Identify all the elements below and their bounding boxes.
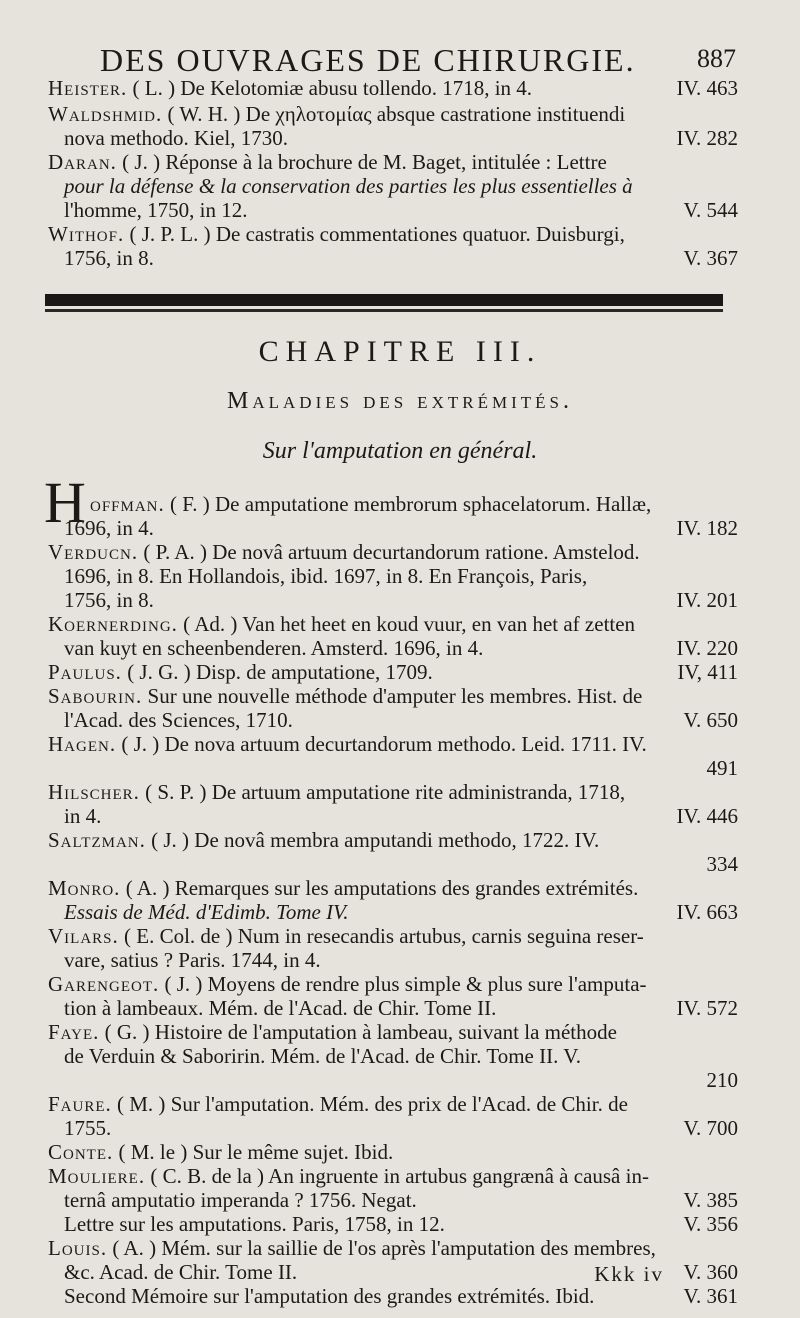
entry-volume: IV. 463 (676, 76, 738, 100)
entry-initials: ( P. A. ) (143, 540, 207, 564)
entry-title: Mém. sur la saillie de l'os après l'amputation des membres, (161, 1236, 656, 1260)
entry-volume: 334 (706, 852, 738, 876)
entry-volume: V. 361 (683, 1284, 738, 1308)
entry-initials: ( A. ) (112, 1236, 157, 1260)
signature-mark: Kkk iv (594, 1262, 664, 1286)
entry-title: Histoire de l'amputation à lambeau, suivant la méthode (154, 1020, 617, 1044)
entry-volume: IV. 220 (676, 636, 738, 660)
entry-continuation: pour la défense & la conservation des parties les plus essentielles à (64, 174, 633, 198)
entry-initials: ( A. ) (125, 876, 170, 900)
section-divider (45, 294, 723, 306)
entry-continuation: tion à lambeaux. Mém. de l'Acad. de Chir. Tome II. (64, 996, 497, 1020)
entry-initials: ( F. ) (170, 492, 210, 516)
entry-volume: V. 356 (683, 1212, 738, 1236)
subsection-heading: Sur l'amputation en général. (262, 438, 538, 464)
entry-initials: ( J. ) (122, 150, 161, 174)
entry-author: Withof. (48, 222, 125, 246)
entry-continuation: 1696, in 4. (64, 516, 154, 540)
entry-initials: ( E. Col. de ) (124, 924, 233, 948)
entry-initials: ( L. ) (132, 76, 176, 100)
entry-initials: ( J. ) (164, 972, 203, 996)
entry-continuation: l'Acad. des Sciences, 1710. (64, 708, 293, 732)
entry-continuation: 1755. (64, 1116, 112, 1140)
entry-continuation: vare, satius ? Paris. 1744, in 4. (64, 948, 321, 972)
entry-title: Sur une nouvelle méthode d'amputer les membres. Hist. de (147, 684, 643, 708)
entry-initials: ( J. P. L. ) (129, 222, 211, 246)
entry-volume: V. 360 (683, 1260, 738, 1284)
entry-title: Sur l'amputation. Mém. des prix de l'Acad. de Chir. de (170, 1092, 628, 1116)
entry-volume: IV, 411 (677, 660, 738, 684)
entry-volume: V. 544 (683, 198, 738, 222)
entry-volume: 210 (706, 1068, 738, 1092)
entry-author: Faye. (48, 1020, 100, 1044)
entry-title: De novâ artuum decurtandorum ratione. Amstelod. (212, 540, 640, 564)
entry-initials: ( J. ) (151, 828, 190, 852)
entry-continuation: &c. Acad. de Chir. Tome II. (64, 1260, 298, 1284)
entry-title: De Kelotomiæ abusu tollendo. 1718, in 4. (180, 76, 533, 100)
entry-author: Monro. (48, 876, 121, 900)
entry-title: De amputatione membrorum sphacelatorum. Hallæ, (215, 492, 652, 516)
section-heading: Maladies des extrémités. (227, 388, 573, 414)
entry-volume: V. 700 (683, 1116, 738, 1140)
entry-continuation: 1756, in 8. (64, 246, 154, 270)
entry-continuation: van kuyt en scheenbenderen. Amsterd. 1696, in 4. (64, 636, 484, 660)
entry-title: Num in resecandis artubus, carnis seguina reser- (237, 924, 644, 948)
entry-initials: ( J. G. ) (127, 660, 191, 684)
page-header (70, 40, 740, 80)
entry-volume: IV. 446 (676, 804, 738, 828)
entry-initials: ( M. ) (117, 1092, 166, 1116)
entry-initials: ( W. H. ) (167, 102, 241, 126)
entry-continuation: l'homme, 1750, in 12. (64, 198, 248, 222)
entry-author: Verducn. (48, 540, 139, 564)
entry-author: Vilars. (48, 924, 119, 948)
entry-author: Conte. (48, 1140, 114, 1164)
entry-continuation: 1756, in 8. (64, 588, 154, 612)
entry-author: Koernerding. (48, 612, 178, 636)
entry-volume: IV. 282 (676, 126, 738, 150)
entry-title: Réponse à la brochure de M. Baget, intitulée : Lettre (165, 150, 607, 174)
entry-initials: ( J. ) (121, 732, 160, 756)
running-title: DES OUVRAGES DE CHIRURGIE. (100, 42, 636, 78)
entry-initials: ( C. B. de la ) (150, 1164, 265, 1188)
entry-continuation: Essais de Méd. d'Edimb. Tome IV. (64, 900, 349, 924)
entry-title: Lettre sur les amputations. Paris, 1758, in 12. (64, 1212, 445, 1236)
entry-volume: V. 385 (683, 1188, 738, 1212)
entry-author: Hilscher. (48, 780, 140, 804)
entry-volume: IV. 182 (676, 516, 738, 540)
entry-continuation: ternâ amputatio imperanda ? 1756. Negat. (64, 1188, 417, 1212)
entry-title: Moyens de rendre plus simple & plus sure l'amputa- (207, 972, 647, 996)
entry-continuation: nova methodo. Kiel, 1730. (64, 126, 288, 150)
entry-title: An ingruente in artubus gangrænâ à causâ in- (268, 1164, 649, 1188)
entry-title: Van het heet en koud vuur, en van het af zetten (242, 612, 636, 636)
entry-title: Disp. de amputatione, 1709. (196, 660, 433, 684)
entry-author: Sabourin. (48, 684, 143, 708)
entry-volume: IV. 201 (676, 588, 738, 612)
entry-title: De artuum amputatione rite administranda, 1718, (211, 780, 626, 804)
entry-continuation: in 4. (64, 804, 102, 828)
entry-title: De χηλοτομίας absque castratione instituendi (245, 102, 626, 126)
entry-initials: ( G. ) (104, 1020, 150, 1044)
entry-initials: ( Ad. ) (183, 612, 238, 636)
entry-initials: ( S. P. ) (145, 780, 207, 804)
entry-continuation: de Verduin & Saboririn. Mém. de l'Acad. de Chir. Tome II. V. (64, 1044, 581, 1068)
entry-author: Paulus. (48, 660, 122, 684)
entry-title: De nova artuum decurtandorum methodo. Leid. 1711. IV. (164, 732, 647, 756)
entry-author: Waldshmid. (48, 102, 163, 126)
entry-title: De castratis commentationes quatuor. Duisburgi, (215, 222, 625, 246)
entry-author: Saltzman. (48, 828, 146, 852)
page-number: 887 (697, 44, 736, 73)
entry-author: offman. (90, 492, 165, 516)
section-divider-thin (45, 309, 723, 312)
entry-continuation: 1696, in 8. En Hollandois, ibid. 1697, in 8. En François, Paris, (64, 564, 588, 588)
entry-volume: V. 650 (683, 708, 738, 732)
entry-volume: IV. 663 (676, 900, 738, 924)
entry-volume: 491 (706, 756, 738, 780)
entry-title: Remarques sur les amputations des grandes extrémités. (174, 876, 639, 900)
chapter-heading: CHAPITRE III. (258, 335, 542, 368)
entry-author: Daran. (48, 150, 117, 174)
entry-volume: V. 367 (683, 246, 738, 270)
entry-author: Garengeot. (48, 972, 160, 996)
entry-initials: ( M. le ) (118, 1140, 188, 1164)
drop-cap: H (44, 470, 86, 535)
entry-title: Sur le même sujet. Ibid. (192, 1140, 394, 1164)
entry-author: Mouliere. (48, 1164, 146, 1188)
entry-author: Hagen. (48, 732, 117, 756)
entry-title: De novâ membra amputandi methodo, 1722. IV. (194, 828, 600, 852)
entry-author: Faure. (48, 1092, 112, 1116)
entry-title: Second Mémoire sur l'amputation des grandes extrémités. Ibid. (64, 1284, 595, 1308)
entry-volume: IV. 572 (676, 996, 738, 1020)
entry-author: Louis. (48, 1236, 108, 1260)
entry-author: Heister. (48, 76, 128, 100)
